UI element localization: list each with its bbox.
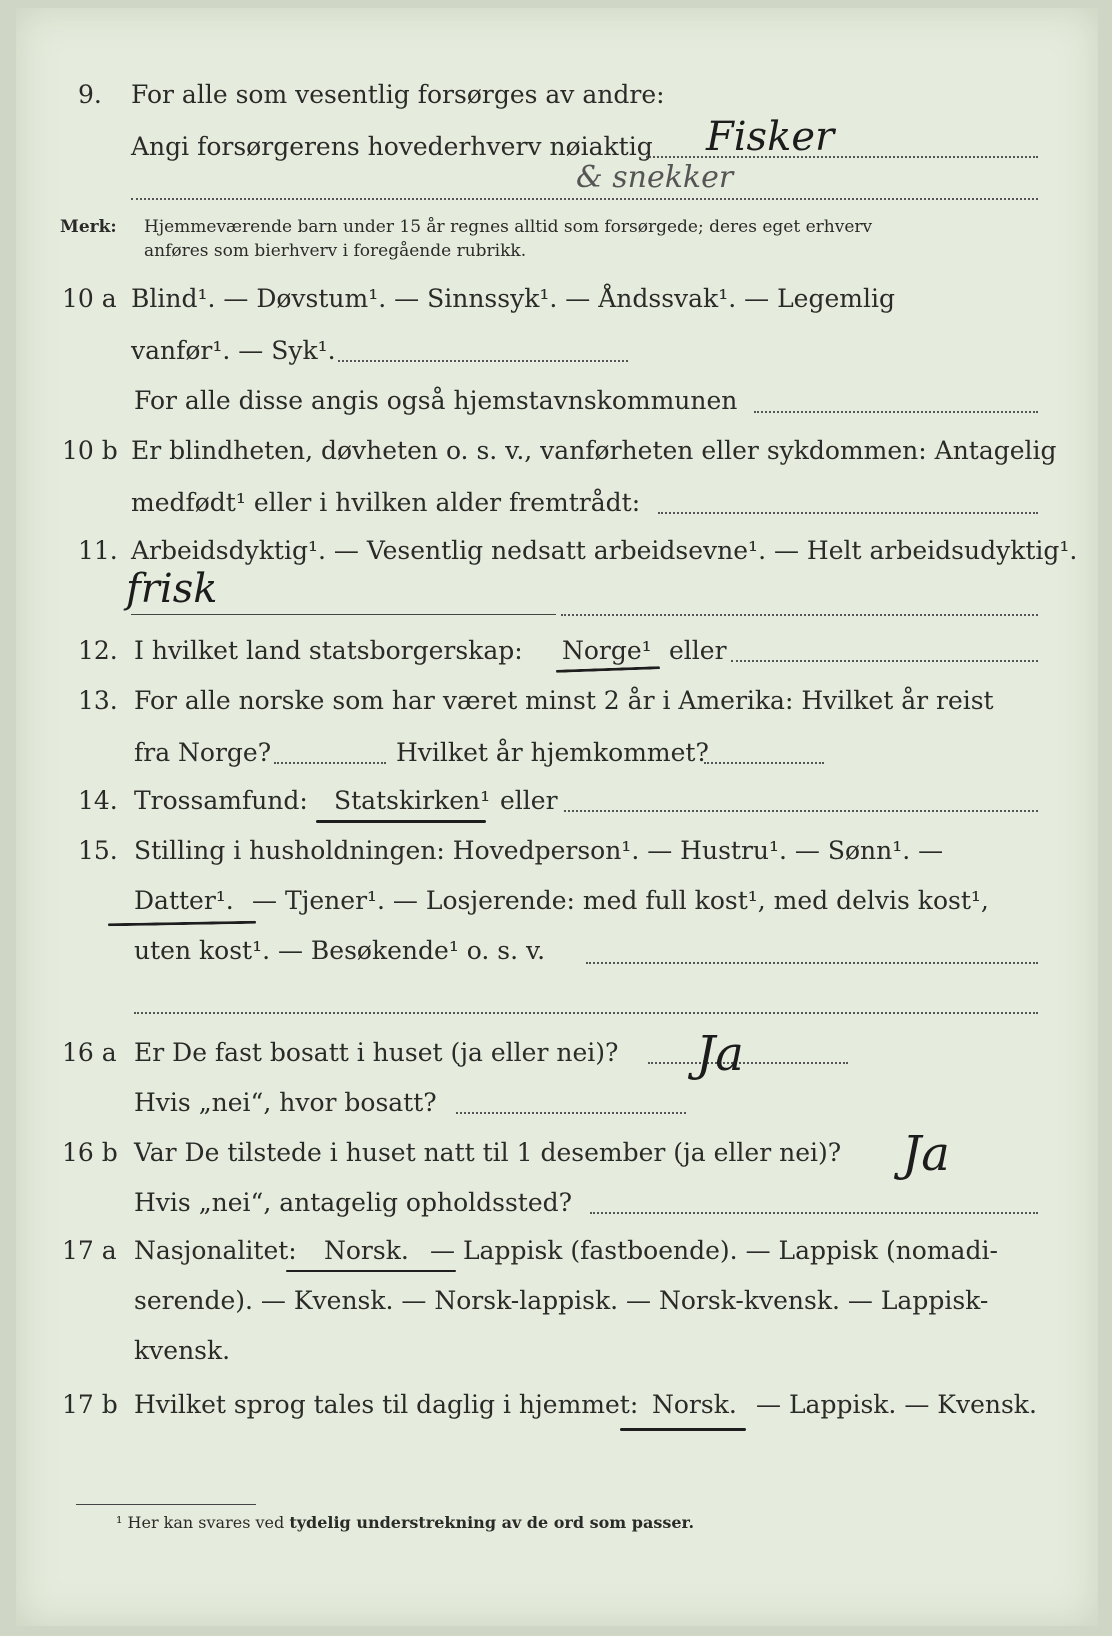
q17b-norsk-underline bbox=[620, 1428, 746, 1431]
q10a-text-line3: For alle disse angis også hjemstavnskommunen bbox=[134, 386, 738, 415]
q16a-number: 16 a bbox=[62, 1038, 117, 1067]
q12-prefix: I hvilket land statsborgerskap: bbox=[134, 636, 523, 665]
q16a-text-line2: Hvis „nei“, hvor bosatt? bbox=[134, 1088, 437, 1117]
q10a-hometown-line bbox=[754, 411, 1038, 413]
merk-label: Merk: bbox=[60, 217, 117, 237]
q13-text-line1: For alle norske som har været minst 2 år i Amerika: Hvilket år reist bbox=[134, 686, 994, 715]
q13-text-line2a: fra Norge? bbox=[134, 738, 272, 767]
q9-handwritten-answer: Fisker bbox=[706, 114, 835, 160]
q10b-text-line2: medfødt¹ eller i hvilken alder fremtrådt: bbox=[131, 488, 641, 517]
q16b-handwritten-answer: Ja bbox=[902, 1126, 950, 1182]
q10a-number: 10 a bbox=[62, 284, 117, 313]
q15-answer-line2 bbox=[134, 1012, 1038, 1014]
q9-answer-line2 bbox=[131, 198, 1038, 200]
q15-text-line3: uten kost¹. — Besøkende¹ o. s. v. bbox=[134, 936, 546, 965]
q11-number: 11. bbox=[78, 536, 118, 565]
q10a-text-line2: vanfør¹. — Syk¹. bbox=[131, 336, 336, 365]
q16b-number: 16 b bbox=[62, 1138, 118, 1167]
q11-answer-line-dotted bbox=[561, 614, 1038, 616]
q15-datter-underline bbox=[108, 921, 256, 927]
q14-number: 14. bbox=[78, 786, 118, 815]
q15-datter-option: Datter¹. bbox=[134, 886, 234, 915]
q17b-prefix: Hvilket sprog tales til daglig i hjemmet: bbox=[134, 1390, 639, 1419]
q13-number: 13. bbox=[78, 686, 118, 715]
q16a-text-line1: Er De fast bosatt i huset (ja eller nei)? bbox=[134, 1038, 619, 1067]
q15-number: 15. bbox=[78, 836, 118, 865]
q10b-answer-line bbox=[658, 512, 1038, 514]
q15-text-line2: — Tjener¹. — Losjerende: med full kost¹, med delvis kost¹, bbox=[252, 886, 989, 915]
q9-answer-line bbox=[646, 156, 1038, 158]
q17a-text-line2: serende). — Kvensk. — Norsk-lappisk. — Norsk-kvensk. — Lappisk- bbox=[134, 1286, 989, 1315]
q17a-norsk-option: Norsk. bbox=[324, 1236, 409, 1265]
q17b-norsk-option: Norsk. bbox=[652, 1390, 737, 1419]
q17a-text-line1: — Lappisk (fastboende). — Lappisk (nomadi- bbox=[430, 1236, 998, 1265]
q16b-text-line2: Hvis „nei“, antagelig opholdssted? bbox=[134, 1188, 573, 1217]
q13-hjemkommet-line bbox=[704, 762, 824, 764]
q14-answer-line bbox=[564, 810, 1038, 812]
q14-statskirken-underline bbox=[316, 820, 486, 823]
q15-text-line1: Stilling i husholdningen: Hovedperson¹. — Hustru¹. — Sønn¹. — bbox=[134, 836, 944, 865]
q13-text-line2b: Hvilket år hjemkommet? bbox=[396, 738, 709, 767]
census-form-page bbox=[16, 8, 1098, 1626]
q16a-bosatt-line bbox=[456, 1112, 686, 1114]
q17b-suffix: — Lappisk. — Kvensk. bbox=[756, 1390, 1037, 1419]
q13-reist-line bbox=[274, 762, 386, 764]
q17a-number: 17 a bbox=[62, 1236, 117, 1265]
q12-suffix: eller bbox=[669, 636, 727, 665]
merk-text-line1: Hjemmeværende barn under 15 år regnes alltid som forsørgede; deres eget erhverv bbox=[144, 217, 873, 237]
merk-text-line2: anføres som bierhverv i foregående rubrikk. bbox=[144, 241, 527, 261]
q9-handwritten-answer2: & snekker bbox=[576, 160, 734, 195]
footnote bbox=[116, 1513, 694, 1532]
footnote-rule bbox=[76, 1504, 256, 1505]
q10a-text-line1: Blind¹. — Døvstum¹. — Sinnssyk¹. — Åndssvak¹. — Legemlig bbox=[131, 284, 895, 313]
q12-number: 12. bbox=[78, 636, 118, 665]
q17a-text-line3: kvensk. bbox=[134, 1336, 231, 1365]
q12-norge-option: Norge¹ bbox=[562, 636, 652, 665]
q12-answer-line bbox=[731, 660, 1038, 662]
q10b-number: 10 b bbox=[62, 436, 118, 465]
q16b-opholdssted-line bbox=[590, 1212, 1038, 1214]
q11-text-line1: Arbeidsdyktig¹. — Vesentlig nedsatt arbeidsevne¹. — Helt arbeidsudyktig¹. bbox=[131, 536, 1078, 565]
q9-text-line2: Angi forsørgerens hovederhverv nøiaktig bbox=[131, 132, 653, 161]
q17b-number: 17 b bbox=[62, 1390, 118, 1419]
q11-handwritten-answer: frisk bbox=[126, 566, 218, 612]
q14-suffix: eller bbox=[500, 786, 558, 815]
q9-number: 9. bbox=[78, 80, 102, 109]
q12-norge-underline bbox=[556, 666, 660, 673]
q16a-handwritten-answer: Ja bbox=[696, 1026, 744, 1082]
q17a-norsk-underline bbox=[286, 1270, 456, 1272]
footnote-mark: ¹ bbox=[116, 1513, 123, 1532]
q16b-text-line1: Var De tilstede i huset natt til 1 desember (ja eller nei)? bbox=[134, 1138, 842, 1167]
q10b-text-line1: Er blindheten, døvheten o. s. v., vanførheten eller sykdommen: Antagelig bbox=[131, 436, 1057, 465]
footnote-plain-text: Her kan svares ved bbox=[127, 1513, 285, 1532]
q17a-prefix: Nasjonalitet: bbox=[134, 1236, 297, 1265]
q15-answer-line bbox=[586, 962, 1038, 964]
q11-answer-line bbox=[131, 614, 556, 615]
q14-prefix: Trossamfund: bbox=[134, 786, 308, 815]
footnote-bold-text: tydelig understrekning av de ord som passer. bbox=[289, 1513, 695, 1532]
q14-statskirken-option: Statskirken¹ bbox=[334, 786, 491, 815]
q16a-answer-line bbox=[648, 1062, 848, 1064]
q10a-answer-line bbox=[338, 360, 628, 362]
q9-text-line1: For alle som vesentlig forsørges av andre: bbox=[131, 80, 665, 109]
